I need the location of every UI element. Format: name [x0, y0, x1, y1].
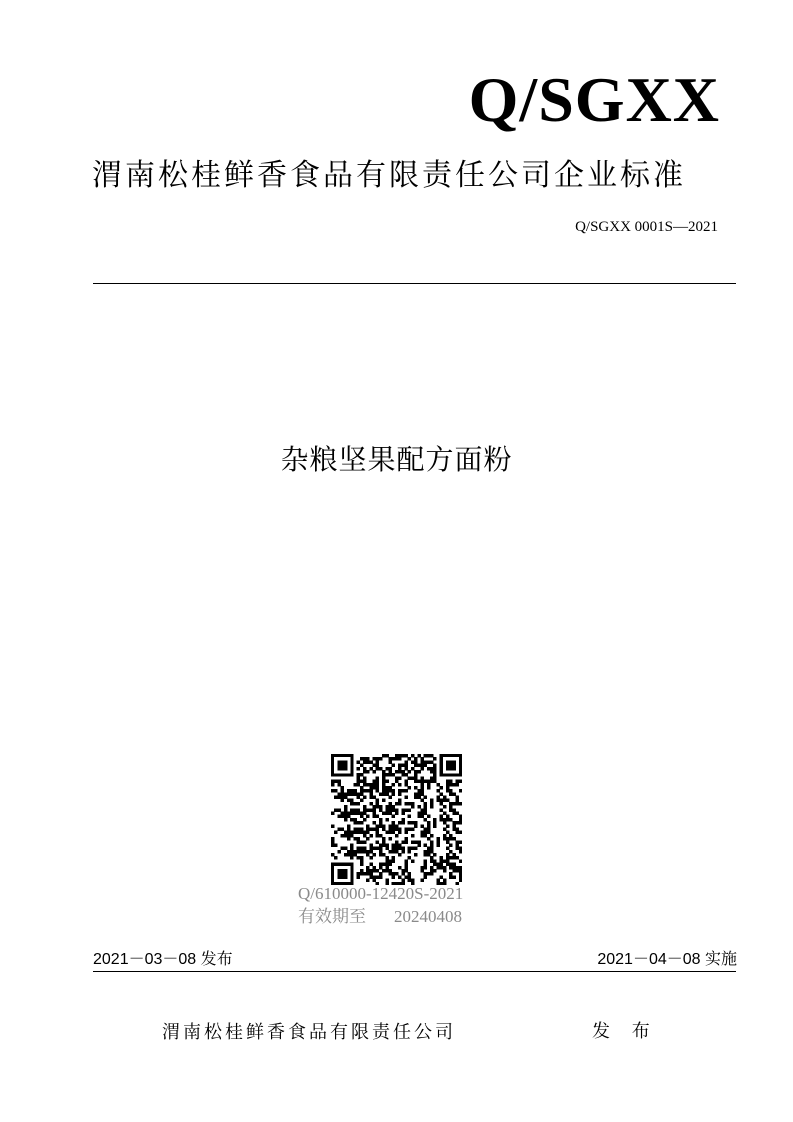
publisher-name: 渭南松桂鲜香食品有限责任公司: [162, 1022, 456, 1043]
standard-number: Q/SGXX 0001S—2021: [575, 219, 718, 235]
implementation-date: 2021－04－08 实施: [597, 951, 737, 968]
footer-divider: [93, 971, 736, 972]
publish-label: 发 布: [592, 1021, 658, 1042]
standard-code-heading: Q/SGXX: [468, 64, 720, 135]
document-title: 杂粮坚果配方面粉: [280, 443, 513, 476]
qr-code-icon: [331, 754, 462, 885]
validity-label: 有效期至: [298, 907, 366, 927]
validity-date: 20240408: [394, 907, 462, 926]
filing-number: Q/610000-12420S-2021: [298, 884, 464, 903]
issue-date: 2021－03－08 发布: [93, 951, 233, 968]
header-divider: [93, 283, 736, 284]
company-standard-caption: 渭南松桂鲜香食品有限责任公司企业标准: [92, 158, 686, 193]
validity-line: [298, 905, 538, 929]
